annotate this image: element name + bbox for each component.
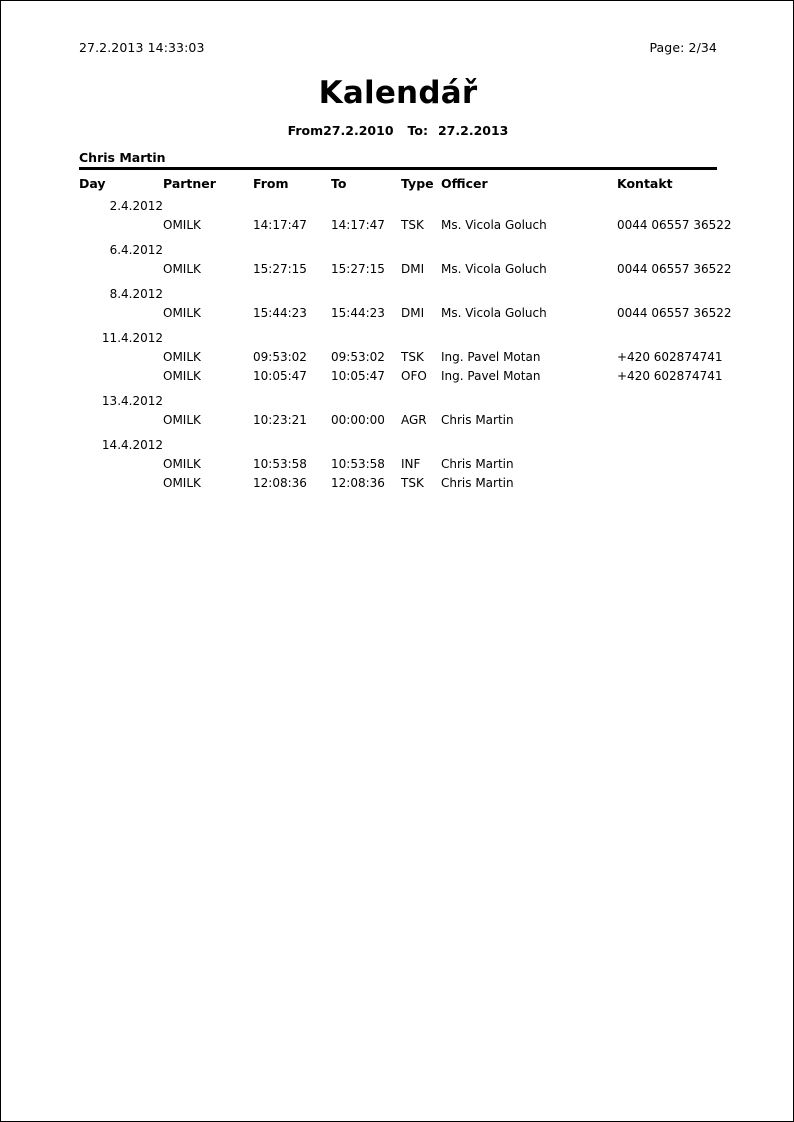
table-row xyxy=(79,348,717,367)
partner-cell: OMILK xyxy=(163,457,201,471)
page-number: Page: 2/34 xyxy=(649,40,717,55)
kontakt-cell xyxy=(617,455,717,474)
officer-cell: Chris Martin xyxy=(441,457,514,471)
to-cell: 00:00:00 xyxy=(331,413,385,427)
table-row xyxy=(79,216,717,235)
partner-cell: OMILK xyxy=(163,350,201,364)
report-header xyxy=(79,41,717,55)
partner-cell: OMILK xyxy=(163,413,201,427)
officer-cell: Chris Martin xyxy=(441,476,514,490)
table-row xyxy=(79,304,717,323)
group-title: Chris Martin xyxy=(79,150,166,165)
from-cell: 10:23:21 xyxy=(253,413,307,427)
from-cell: 12:08:36 xyxy=(253,476,307,490)
from-cell: 09:53:02 xyxy=(253,350,307,364)
to-cell: 10:53:58 xyxy=(331,457,385,471)
table-row xyxy=(79,235,717,260)
day-cell: 14.4.2012 xyxy=(101,438,163,452)
schedule-table xyxy=(79,170,732,493)
to-cell: 12:08:36 xyxy=(331,476,385,490)
table-row xyxy=(79,195,717,216)
type-cell: AGR xyxy=(401,413,427,427)
officer-cell: Ing. Pavel Motan xyxy=(441,369,541,383)
partner-cell: OMILK xyxy=(163,218,201,232)
type-cell: INF xyxy=(401,457,421,471)
column-header-kontakt: Kontakt xyxy=(617,176,673,191)
kontakt-cell: 0044 06557 36522 xyxy=(617,262,732,276)
kontakt-cell: 0044 06557 36522 xyxy=(617,218,732,232)
from-cell: 15:27:15 xyxy=(253,262,307,276)
from-cell: 14:17:47 xyxy=(253,218,307,232)
table-body xyxy=(79,195,732,493)
type-cell: TSK xyxy=(401,218,424,232)
partner-cell: OMILK xyxy=(163,262,201,276)
from-cell: 10:05:47 xyxy=(253,369,307,383)
type-cell: OFO xyxy=(401,369,427,383)
range-from-label: From xyxy=(287,123,324,138)
column-header-to: To xyxy=(331,176,347,191)
column-header-type: Type xyxy=(401,176,434,191)
page-title: Kalendář xyxy=(318,75,478,111)
day-cell: 6.4.2012 xyxy=(109,243,163,257)
partner-cell: OMILK xyxy=(163,476,201,490)
officer-cell: Ing. Pavel Motan xyxy=(441,350,541,364)
type-cell: DMI xyxy=(401,306,425,320)
range-to-value: 27.2.2013 xyxy=(437,123,509,138)
kontakt-cell: +420 602874741 xyxy=(617,369,723,383)
table-row xyxy=(79,386,717,411)
to-cell: 10:05:47 xyxy=(331,369,385,383)
range-to-label: To: xyxy=(407,123,428,138)
officer-cell: Ms. Vicola Goluch xyxy=(441,262,547,276)
range-from-value: 27.2.2010 xyxy=(323,123,394,138)
to-cell: 15:44:23 xyxy=(331,306,385,320)
date-range xyxy=(79,123,717,138)
day-cell: 11.4.2012 xyxy=(101,331,163,345)
partner-cell: OMILK xyxy=(163,306,201,320)
type-cell: TSK xyxy=(401,476,424,490)
type-cell: TSK xyxy=(401,350,424,364)
day-cell: 8.4.2012 xyxy=(109,287,163,301)
table-row xyxy=(79,430,717,455)
table-row xyxy=(79,455,717,474)
table-header-row xyxy=(79,170,717,195)
table-row xyxy=(79,474,717,493)
officer-cell: Ms. Vicola Goluch xyxy=(441,306,547,320)
partner-cell: OMILK xyxy=(163,369,201,383)
officer-cell: Ms. Vicola Goluch xyxy=(441,218,547,232)
table-row xyxy=(79,323,717,348)
officer-cell: Chris Martin xyxy=(441,413,514,427)
to-cell: 15:27:15 xyxy=(331,262,385,276)
from-cell: 15:44:23 xyxy=(253,306,307,320)
kontakt-cell xyxy=(617,411,717,430)
kontakt-cell xyxy=(617,474,717,493)
kontakt-cell: 0044 06557 36522 xyxy=(617,306,732,320)
to-cell: 14:17:47 xyxy=(331,218,385,232)
table-row xyxy=(79,367,717,386)
day-cell: 2.4.2012 xyxy=(109,199,163,213)
table-row xyxy=(79,411,717,430)
from-cell: 10:53:58 xyxy=(253,457,307,471)
column-header-day: Day xyxy=(79,176,106,191)
table-row xyxy=(79,279,717,304)
type-cell: DMI xyxy=(401,262,425,276)
report-content xyxy=(79,40,732,493)
column-header-partner: Partner xyxy=(163,176,216,191)
column-header-officer: Officer xyxy=(441,176,488,191)
to-cell: 09:53:02 xyxy=(331,350,385,364)
kontakt-cell: +420 602874741 xyxy=(617,350,723,364)
day-cell: 13.4.2012 xyxy=(101,394,163,408)
column-header-from: From xyxy=(253,176,289,191)
print-timestamp: 27.2.2013 14:33:03 xyxy=(79,40,205,55)
table-row xyxy=(79,260,717,279)
